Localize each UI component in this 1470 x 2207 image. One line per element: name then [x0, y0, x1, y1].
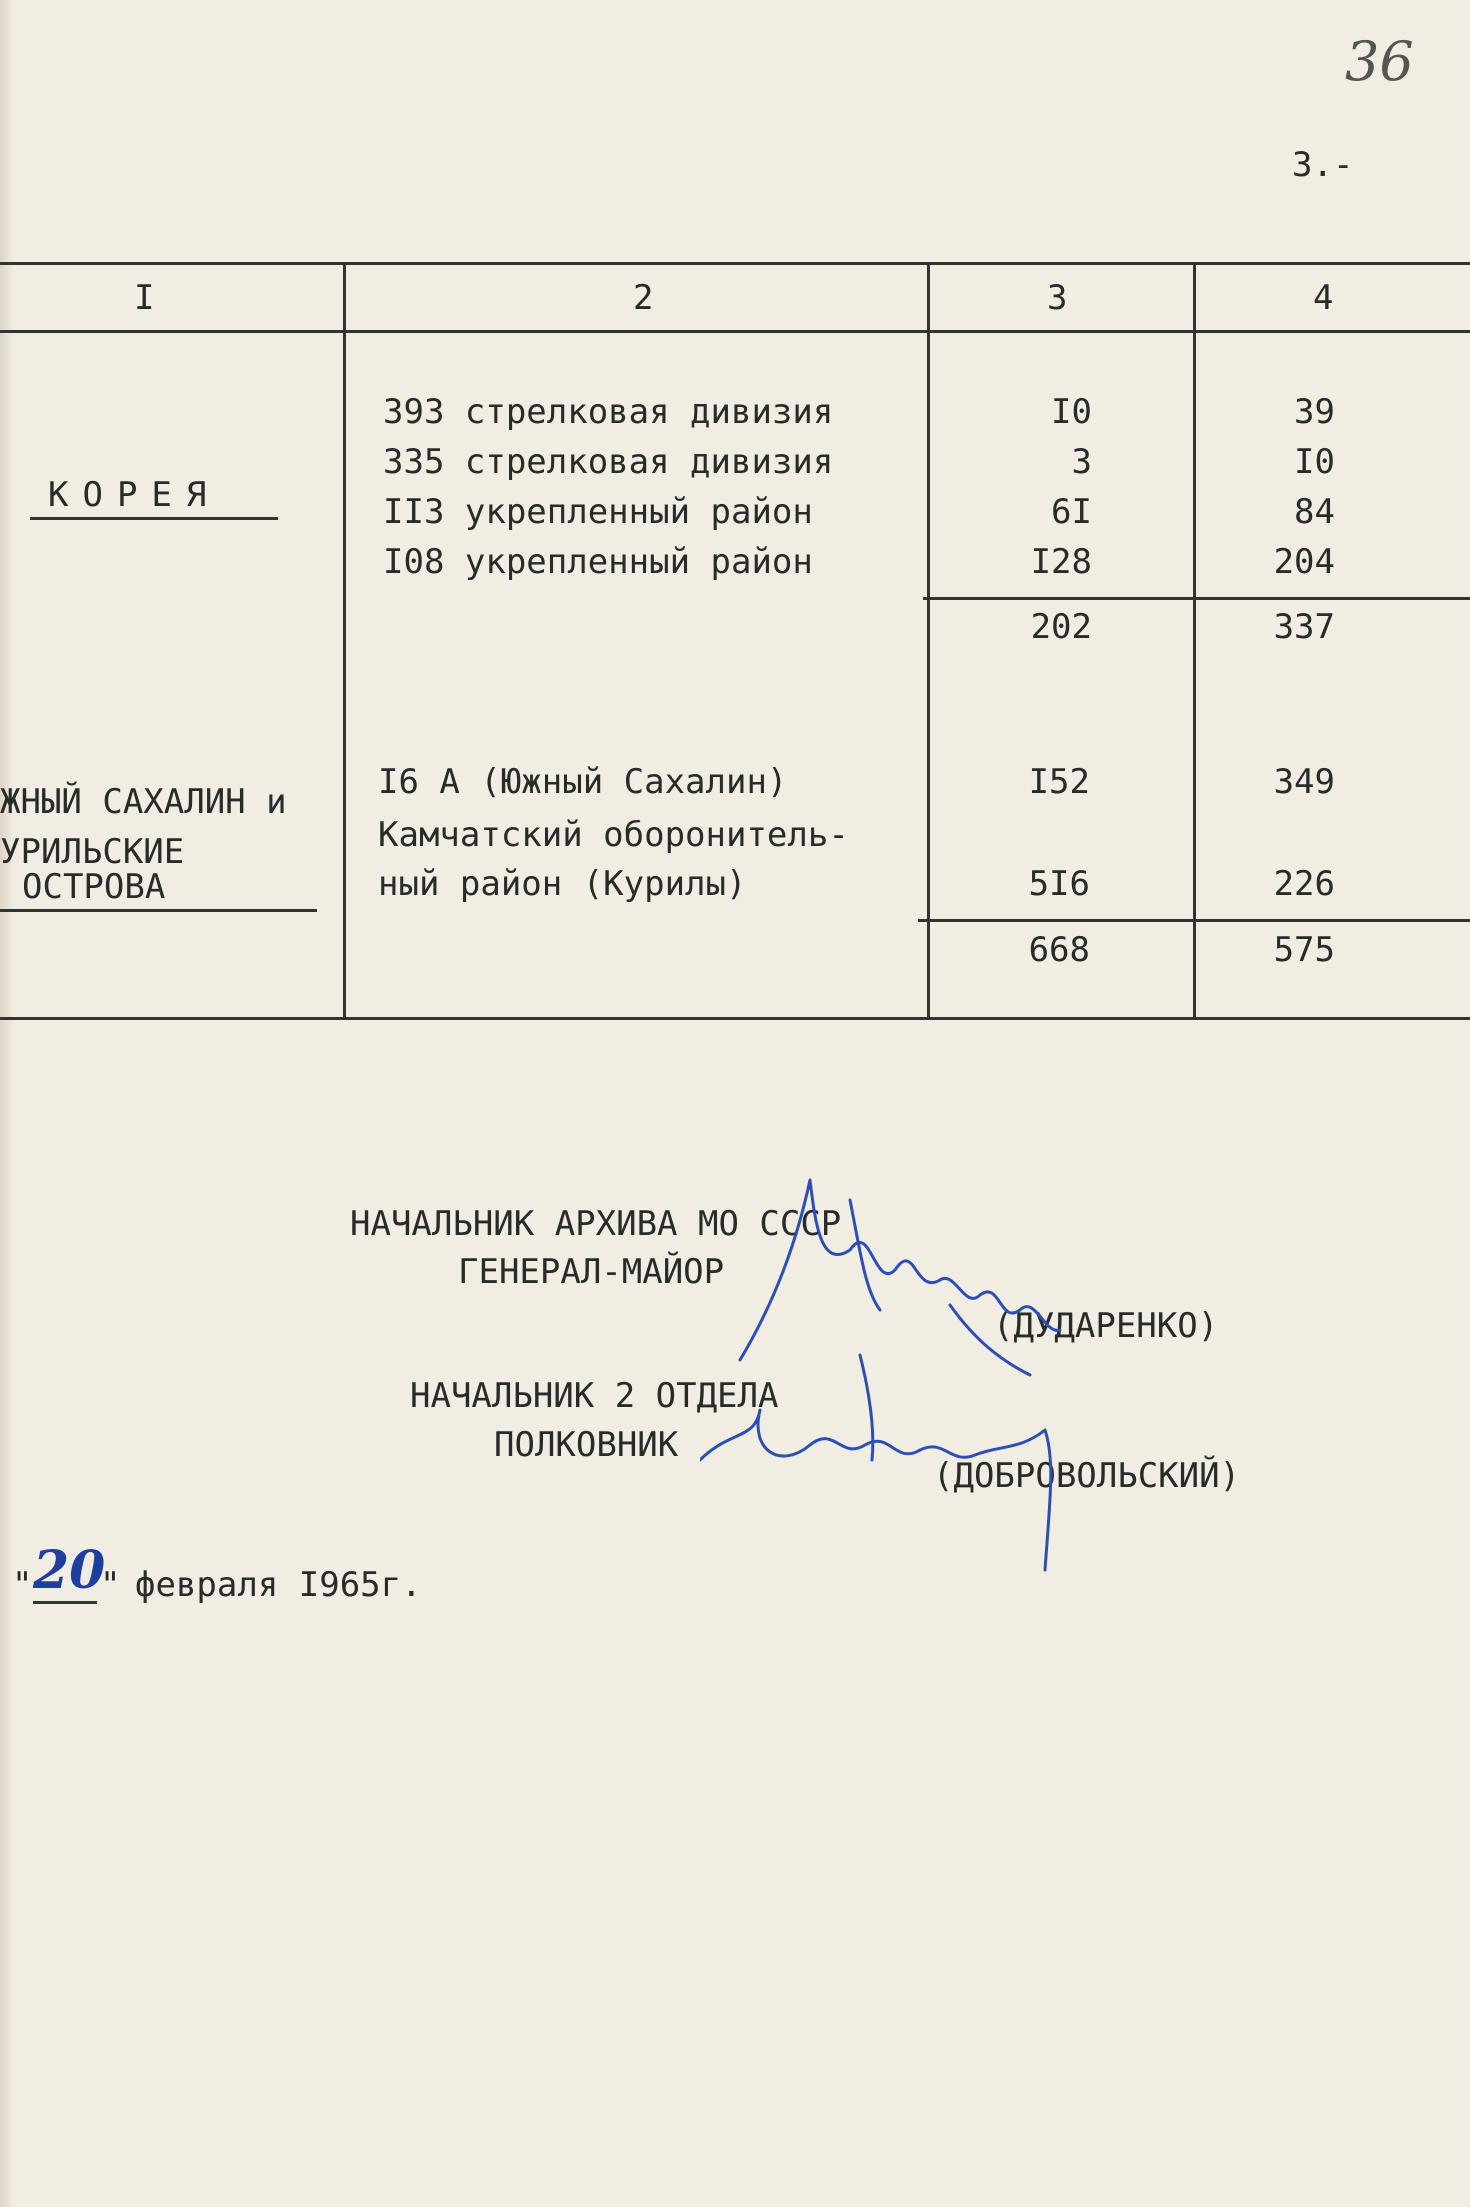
signatory-title: НАЧАЛЬНИК 2 ОТДЕЛА: [410, 1376, 779, 1416]
header-col-1: I: [134, 278, 155, 318]
region-sakhalin-line2: УРИЛЬСКИЕ: [0, 832, 185, 872]
region-sakhalin-line3: ОСТРОВА: [0, 867, 317, 912]
unit-label: 393 стрелковая дивизия: [383, 392, 834, 432]
signature-1-stroke: [850, 1200, 880, 1310]
signatory-rank: ГЕНЕРАЛ-МАЙОР: [458, 1252, 725, 1292]
region-korea: КОРЕЯ: [30, 475, 278, 520]
unit-label: I6 А (Южный Сахалин): [378, 762, 788, 802]
unit-label: 335 стрелковая дивизия: [383, 442, 834, 482]
cell-col3: I52: [1028, 762, 1090, 802]
signatory-name: (ДУДАРЕНКО): [993, 1306, 1219, 1346]
date-month-year: февраля I965г.: [135, 1565, 422, 1605]
date-day: 20: [33, 1540, 97, 1604]
subtotal-line: [918, 919, 1470, 922]
cell-col3: I0: [1051, 392, 1092, 432]
col-divider-1: [343, 262, 346, 1017]
subtotal-col4: 337: [1273, 607, 1335, 647]
unit-label: ный район (Курилы): [378, 864, 747, 904]
table-top-border: [0, 262, 1470, 265]
signature-1-stroke: [740, 1180, 1060, 1360]
signature-2-stroke: [700, 1410, 1051, 1570]
col-divider-3: [1193, 262, 1196, 1017]
cell-col4: 39: [1294, 392, 1335, 432]
cell-col4: 349: [1273, 762, 1335, 802]
header-col-3: 3: [1047, 278, 1068, 318]
unit-label: Камчатский оборонитель-: [378, 815, 849, 855]
date-quote-open: ": [12, 1565, 33, 1605]
archive-sheet-number: 36: [1345, 30, 1414, 93]
cell-col4: 226: [1273, 864, 1335, 904]
date-quote-close: ": [100, 1565, 121, 1605]
subtotal-col3: 668: [1028, 930, 1090, 970]
subtotal-col3: 202: [1030, 607, 1092, 647]
cell-col3: I28: [1030, 542, 1092, 582]
table-bottom-border: [0, 1017, 1470, 1020]
cell-col3: 5I6: [1028, 864, 1090, 904]
cell-col3: 3: [1071, 442, 1092, 482]
signatory-name: (ДОБРОВОЛЬСКИЙ): [933, 1456, 1241, 1496]
page-number: 3.-: [1292, 145, 1354, 185]
header-bottom-border: [0, 330, 1470, 333]
cell-col4: 204: [1273, 542, 1335, 582]
subtotal-col4: 575: [1273, 930, 1335, 970]
cell-col4: 84: [1294, 492, 1335, 532]
signatory-rank: ПОЛКОВНИК: [494, 1425, 679, 1465]
region-sakhalin-line1: ЖНЫЙ САХАЛИН и: [0, 782, 287, 822]
cell-col3: 6I: [1051, 492, 1092, 532]
signatory-title: НАЧАЛЬНИК АРХИВА МО СССР: [350, 1204, 842, 1244]
header-col-2: 2: [633, 278, 654, 318]
header-col-4: 4: [1313, 278, 1334, 318]
subtotal-line: [923, 597, 1470, 600]
handwritten-signatures: [700, 1160, 1160, 1580]
unit-label: I08 укрепленный район: [383, 542, 813, 582]
unit-label: II3 укрепленный район: [383, 492, 813, 532]
cell-col4: I0: [1294, 442, 1335, 482]
col-divider-2: [927, 262, 930, 1017]
signature-1-stroke: [950, 1305, 1030, 1375]
